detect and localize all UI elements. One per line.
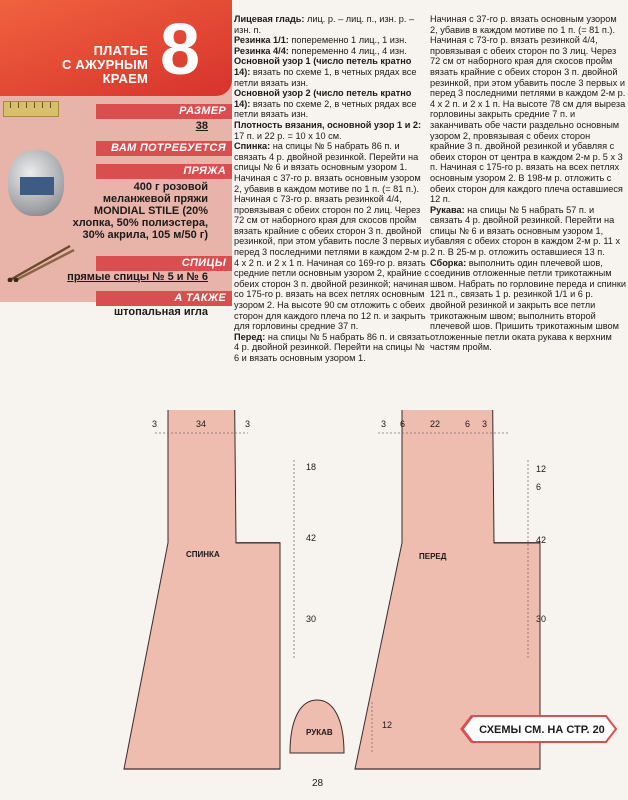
instruction-text: на спицы № 5 набрать 57 п. и связать 4 р. двойной резинкой. Перейти на спицы № 6 и вязать основным узором 1, убавляя с обеих сторон в каждом 2-м р. 11 х 2 п. В 25-м р. отложить оставшиеся 13 п.	[430, 204, 621, 258]
instruction-text: Начиная с 37-го р. вязать основным узором 2, убавив в каждом мотиве по 1 п. (= 81 п.). Начиная с 73-го р. вязать резинкой 4/4, провязывая с обеих сторон по 3 лиц. Через 72 см от наборного края для скосов пройм вязать крайние с обеих сторон 3 п. двойной резинкой, при этом убавить после 3 первых и перед 3 последними петлями в каждом 2-м р. 4 х 2 п. и 2 х 1 п. На высоте 78 см для выреза горловины закрыть средние 7 п. и заканчивать обе части раздельно основным узором 2, провязывая с обеих сторон крайние 3 п. двойной резинкой и убавляя с обеих сторон от центра в каждом 2-м р. 5 х 3 п. Начиная с 175-го р. вязать на всех петлях основным узором 2. В 198-м р. отложить с обеих сторон для каждого плеча оставшиеся 12 п.	[430, 14, 626, 205]
instruction-term: Основной узор 1 (число петель кратно 14):	[234, 56, 412, 77]
instruction-paragraph	[430, 258, 626, 353]
instruction-text: на спицы № 5 набрать 86 п. и связать 4 р. двойной резинкой. Перейти на спицы № 6 и вязать основным узором 1.	[234, 331, 430, 363]
back-dim-shoulder-left: 3	[152, 419, 158, 429]
instruction-term: Лицевая гладь:	[234, 14, 305, 24]
back-dim-armhole: 18	[306, 462, 317, 472]
pattern-number: 8	[160, 10, 201, 90]
front-dim-neckline: 22	[430, 419, 441, 429]
title-line-3: КРАЕМ	[102, 71, 148, 86]
front-dim-shoulder-right: 3	[482, 419, 488, 429]
instruction-term: Рукава:	[430, 204, 465, 215]
yarn-label-icon	[20, 177, 54, 195]
instruction-text: лиц. р. – лиц. п., изн. р. – изн. п.	[234, 14, 415, 35]
front-label: ПЕРЕД	[419, 552, 447, 561]
front-dim-neck-depth: 12	[536, 464, 547, 474]
instruction-paragraph	[234, 332, 430, 364]
also-value: штопальная игла	[113, 306, 208, 318]
front-dim-armhole: 6	[536, 482, 542, 492]
title-line-2: С АЖУРНЫМ	[62, 57, 148, 72]
instruction-term: Сборка:	[430, 257, 467, 268]
instruction-term: Плотность вязания, основной узор 1 и 2:	[234, 119, 422, 130]
instruction-paragraph	[234, 14, 430, 35]
pattern-title	[28, 44, 148, 86]
sleeve-piece-shape	[290, 700, 344, 753]
schemes-reference-banner[interactable]	[458, 714, 618, 744]
title-banner	[0, 0, 232, 96]
instruction-term: Резинка 4/4:	[234, 45, 289, 56]
front-dim-flare: 30	[536, 614, 547, 624]
front-dim-shoulder-left: 3	[381, 419, 387, 429]
instruction-text: вязать по схеме 2, в четных рядах все петли вязать изн.	[234, 98, 417, 120]
instruction-paragraph	[234, 56, 430, 88]
size-value: 38	[195, 120, 208, 132]
front-dim-strap-left: 6	[400, 419, 406, 429]
instruction-text: выполнить один плечевой шов, соединив отложенные петли трикотажным швом. Набрать по горловине переда и спинки 121 п., связать 1 р. резинкой 1/1 и 6 р. двойной резинкой и закрыть все петли трикотажным швом; выполнить второй плечевой шов. Пришить трикотажным швом отложенные петли оката рукава к верхним частям пройм.	[430, 257, 627, 353]
back-dim-neck: 34	[196, 419, 207, 429]
instruction-term: Резинка 1/1:	[234, 35, 289, 46]
needles-value: прямые спицы № 5 и № 6	[67, 271, 208, 283]
instruction-text: вязать по схеме 1, в четных рядах все петли вязать изн.	[234, 66, 417, 88]
instruction-paragraph	[234, 141, 430, 332]
page-number: 28	[312, 778, 324, 789]
title-line-1: ПЛАТЬЕ	[93, 43, 148, 58]
measuring-tape-icon	[3, 101, 59, 117]
instruction-text: на спицы № 5 набрать 86 п. и связать 4 р. двойной резинкой. Перейти на спицы № 6 и вязать основным узором 1. Начиная с 37-го р. вязать основным узором 2, убавив в каждом мотиве по 1 п. (= 81 п.). Начиная с 73-го р. вязать резинкой 4/4, провязывая с обеих сторон по 2 лиц. Через 72 см от наборного края для скосов пройм вязать крайние с обеих сторон 3 п. двойной резинкой, при этом убавить после 3 первых и перед 3 последними петлями в каждом 2-м р. 4 х 2 п. и 2 х 1 п. Начиная со 169-го р. вязать средние петли основным узором 2, крайние с обеих сторон 3 п. двойной резинкой; начиная со 175-го р. вязать на всех петлях основным узором 2. На высоте 90 см отложить с обеих сторон для каждого плеча по 12 п. и закрыть для горловины средние 37 п.	[234, 141, 430, 332]
back-piece-shape	[124, 410, 280, 769]
instruction-paragraph	[234, 35, 430, 46]
instructions-column-2	[430, 14, 626, 353]
instruction-term: Основной узор 2 (число петель кратно 14):	[234, 88, 412, 109]
instruction-text: попеременно 1 лиц., 1 изн.	[288, 35, 407, 46]
front-dim-strap-right: 6	[465, 419, 471, 429]
instruction-text: 17 п. и 22 р. = 10 х 10 см.	[234, 130, 342, 141]
instructions-column-1	[234, 14, 430, 364]
instruction-term: Перед:	[234, 331, 266, 342]
materials-heading: ВАМ ПОТРЕБУЕТСЯ	[96, 141, 232, 156]
instruction-paragraph	[430, 14, 626, 205]
size-heading: РАЗМЕР	[96, 104, 232, 119]
instruction-text: попеременно 4 лиц., 4 изн.	[288, 45, 407, 56]
instruction-term: Спинка:	[234, 141, 271, 152]
instruction-paragraph	[234, 120, 430, 141]
yarn-value: 400 г розовой меланжевой пряжи MONDIAL STILE (20% хлопка, 50% полиэстера, 30% акрила, 105 м/50 г)	[72, 181, 208, 241]
sleeve-dim-height: 12	[382, 720, 393, 730]
sleeve-label: РУКАВ	[306, 728, 333, 737]
also-heading: А ТАКЖЕ	[96, 291, 232, 306]
back-label: СПИНКА	[186, 550, 220, 559]
front-dim-body: 42	[536, 535, 547, 545]
schemes-reference-text: СХЕМЫ СМ. НА СТР. 20	[479, 724, 605, 736]
back-dim-shoulder-right: 3	[245, 419, 251, 429]
back-dim-flare: 30	[306, 614, 317, 624]
instruction-paragraph	[234, 88, 430, 120]
needles-heading: СПИЦЫ	[96, 256, 232, 271]
instruction-paragraph	[430, 205, 626, 258]
yarn-heading: ПРЯЖА	[96, 164, 232, 179]
instruction-paragraph	[234, 46, 430, 57]
info-sidebar	[0, 0, 232, 318]
back-dim-body: 42	[306, 533, 317, 543]
